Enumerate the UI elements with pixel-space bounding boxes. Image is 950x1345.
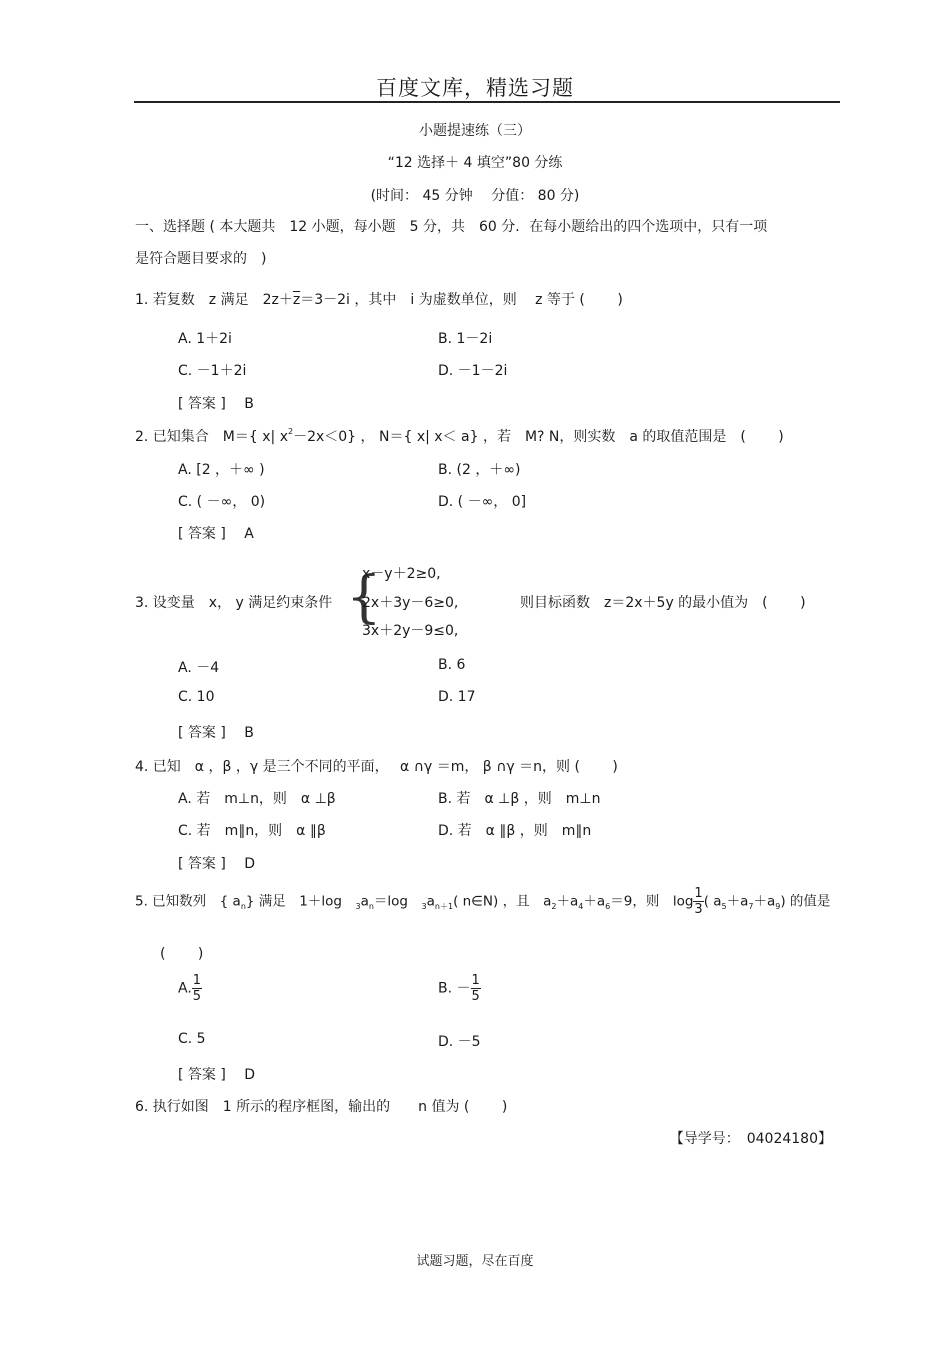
frac-one-fifth: $\frac{1}{5}$ — [192, 973, 202, 1004]
q3-stem-tail: 则目标函数 z＝2x＋5y 的最小值为 ( ) — [520, 595, 806, 611]
q3-constraint-2: 2x＋3y－6≥0, — [362, 595, 459, 611]
q3-option-d: D. 17 — [438, 689, 476, 705]
z-conjugate: $\overline{z}$ — [292, 292, 301, 308]
q1-option-a: A. 1＋2i — [178, 331, 232, 347]
header-rule — [134, 101, 840, 103]
q5-option-a: A. $\frac{1}{5}$ — [178, 973, 202, 1004]
q3-answer: [ 答案 ] B — [178, 725, 254, 741]
constraint-brace: { — [346, 565, 382, 630]
q2-option-a: A. [2 ，＋∞ ) — [178, 462, 265, 478]
subtitle: “12 选择＋ 4 填空”80 分练 — [387, 155, 563, 171]
q3-option-a: A. －4 — [178, 660, 220, 676]
q3-constraint-3: 3x＋2y－9≤0, — [362, 623, 459, 639]
log-base-fraction: $\frac{1}{3}$ — [694, 886, 703, 917]
time-info: (时间： 45 分钟 分值： 80 分) — [370, 188, 580, 204]
guide-number: 【导学号： 04024180】 — [669, 1131, 832, 1147]
frac-one-fifth-neg: $\frac{1}{5}$ — [471, 973, 480, 1004]
q5-answer: [ 答案 ] D — [178, 1067, 256, 1083]
q5-paren: ( ) — [160, 946, 204, 962]
page-header: 百度文库，精选习题 — [376, 76, 574, 100]
q1-option-c: C. －1＋2i — [178, 363, 247, 379]
q2-option-c: C. ( －∞， 0) — [178, 494, 266, 510]
q2-option-d: D. ( －∞， 0] — [438, 494, 527, 510]
q4-option-b: B. 若 α ⊥β ，则 m⊥n — [438, 791, 601, 807]
title: 小题提速练（三） — [419, 123, 531, 139]
q1-answer: [ 答案 ] B — [178, 396, 254, 412]
q3-stem: 3. 设变量 x， y 满足约束条件 — [135, 595, 333, 611]
q3-option-b: B. 6 — [438, 657, 466, 673]
q1-option-b: B. 1－2i — [438, 331, 493, 347]
q5-option-d: D. －5 — [438, 1034, 481, 1050]
q3-option-c: C. 10 — [178, 689, 215, 705]
q2-stem: 2. 已知集合 M＝{ x| $x^2-2x<0$} ， N＝{ x| x＜ a} ，若 M? N，则实数 a 的取值范围是 ( ) — [135, 427, 784, 445]
q2-option-b: B. (2 ，＋∞) — [438, 462, 521, 478]
q4-option-c: C. 若 m∥n，则 α ∥β — [178, 823, 326, 839]
q6-stem: 6. 执行如图 1 所示的程序框图，输出的 n 值为 ( ) — [135, 1099, 508, 1115]
q4-option-a: A. 若 m⊥n，则 α ⊥β — [178, 791, 336, 807]
section-line2: 是符合题目要求的 ) — [135, 251, 267, 267]
q4-option-d: D. 若 α ∥β ，则 m∥n — [438, 823, 592, 839]
q1-stem: 1. 若复数 z 满足 $2z+\overline{z}=3-2i$ ，其中 i 为虚数单位，则 z 等于 ( ) — [135, 292, 623, 308]
page-footer: 试题习题，尽在百度 — [416, 1254, 534, 1269]
q5-option-b: B. － $\frac{1}{5}$ — [438, 973, 480, 1004]
q2-answer: [ 答案 ] A — [178, 526, 254, 542]
q4-answer: [ 答案 ] D — [178, 856, 256, 872]
q5-option-c: C. 5 — [178, 1031, 206, 1047]
q3-constraint-1: x－y＋2≥0, — [362, 566, 441, 582]
q1-option-d: D. －1－2i — [438, 363, 508, 379]
section-line1: 一、选择题 ( 本大题共 12 小题，每小题 5 分，共 60 分．在每小题给出的四个选项中，只有一项 — [135, 219, 768, 235]
q4-stem: 4. 已知 α ，β ，γ 是三个不同的平面， α ∩γ ＝m， β ∩γ ＝n，则 ( ) — [135, 759, 618, 775]
q5-stem: 5. 已知数列 { $a_n$} 满足 1＋log $_3a_n=\log$ $_3a_{n+1}$( n∈N) ，且 $a_2+a_4+a_6=9$，则 log $\frac{1}{3}$ ( $a_5+a_7+a_9$) 的值是 — [135, 886, 831, 917]
